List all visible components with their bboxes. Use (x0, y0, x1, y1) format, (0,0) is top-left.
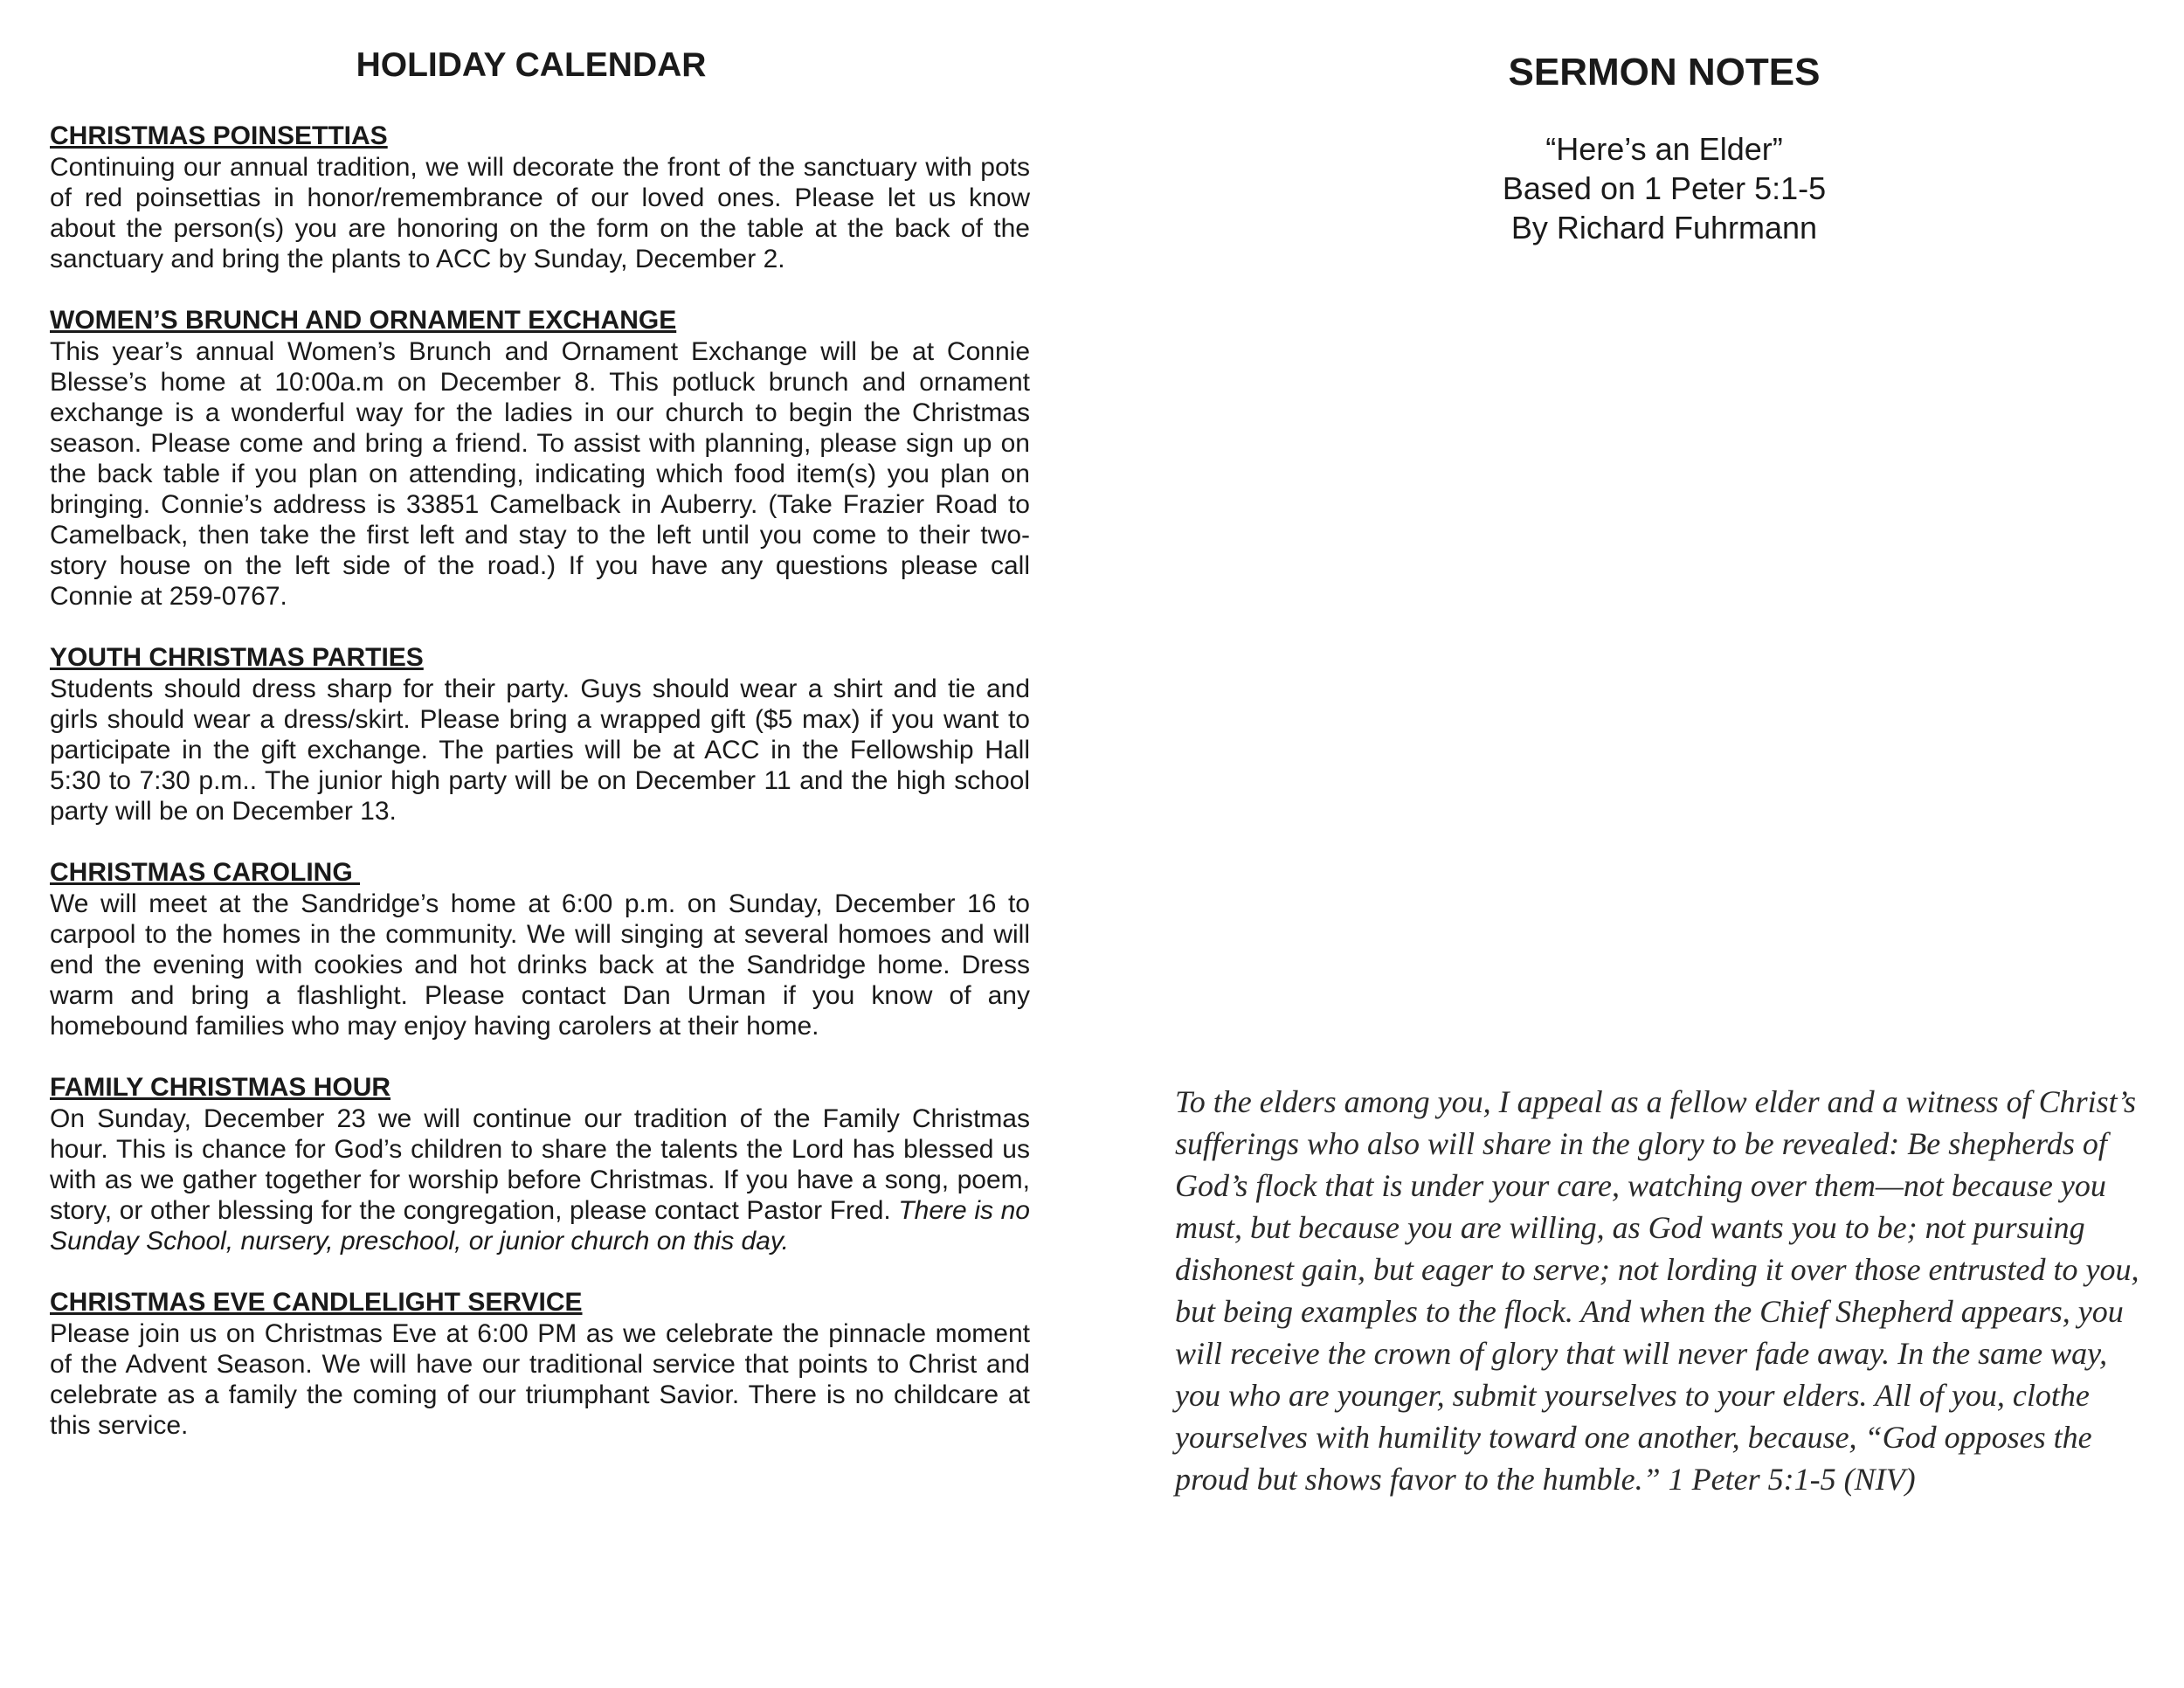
sermon-notes-title: SERMON NOTES (1508, 51, 1821, 93)
section-christmas-caroling (50, 857, 1030, 1041)
section-body: Please join us on Christmas Eve at 6:00 PM as we celebrate the pinnacle moment of the Advent Season. We will have our traditional service that points to Christ and celebrate as a family the coming of our triumphant Savior. There is no childcare at this service. (50, 1319, 1030, 1440)
section-heading: FAMILY CHRISTMAS HOUR (50, 1073, 391, 1102)
section-body: Students should dress sharp for their party. Guys should wear a shirt and tie and girls should wear a dress/skirt. Please bring a wrapped gift ($5 max) if you want to participate in the gift exchange. The parties will be at ACC in the Fellowship Hall 5:30 to 7:30 p.m.. The junior high party will be on December 11 and the high school party will be on December 13. (50, 675, 1030, 826)
section-youth-christmas-parties (50, 642, 1030, 827)
section-heading: YOUTH CHRISTMAS PARTIES (50, 643, 424, 672)
section-body: We will meet at the Sandridge’s home at 6:00 p.m. on Sunday, December 16 to carpool to the homes in the community. We will singing at several homoes and will end the evening with cookies and hot drinks back at the Sandridge home. Dress warm and bring a flashlight. Please contact Dan Urman if you know of any homebound families who may enjoy having carolers at their home. (50, 889, 1030, 1041)
section-christmas-poinsettias (50, 121, 1030, 274)
section-body-italic-note: There is no Sunday School, nursery, preschool, or junior church on this day. (50, 1196, 1030, 1256)
section-heading: CHRISTMAS CAROLING (50, 858, 360, 887)
section-christmas-eve-candlelight (50, 1287, 1030, 1441)
section-body: Continuing our annual tradition, we will decorate the front of the sanctuary with pots of red poinsettias in honor/remembrance of our loved ones. Please let us know about the person(s) you are honoring on the form on the table at the back of the sanctuary and bring the plants to ACC by Sunday, December 2. (50, 153, 1030, 273)
sermon-notes-column (1162, 45, 2167, 247)
section-body (50, 1103, 1030, 1256)
section-womens-brunch (50, 305, 1030, 612)
holiday-calendar-title: HOLIDAY CALENDAR (356, 46, 707, 84)
sermon-info (1162, 129, 2167, 247)
section-body: This year’s annual Women’s Brunch and Ornament Exchange will be at Connie Blesse’s home at 10:00a.m on December 8. This potluck brunch and ornament exchange is a wonderful way for the ladies in our church to begin the Christmas season. Please come and bring a friend. To assist with planning, please sign up on the back table if you plan on attending, indicating which food item(s) you plan on bringing. Connie’s address is 33851 Camelback in Auberry. (Take Frazier Road to Camelback, then take the first left and stay to the left until you come to their two-story house on the left side of the road.) If you have any questions please call Connie at 259-0767. (50, 337, 1030, 611)
sermon-author: By Richard Fuhrmann (1510, 210, 1818, 246)
sermon-title-quote: “Here’s an Elder” (1545, 131, 1783, 167)
section-heading: CHRISTMAS EVE CANDLELIGHT SERVICE (50, 1288, 583, 1317)
section-heading: WOMEN’S BRUNCH AND ORNAMENT EXCHANGE (50, 306, 677, 335)
section-body-text: On Sunday, December 23 we will continue our tradition of the Family Christmas hour. This is chance for God’s children to share the talents the Lord has blessed us with as we gather together for worship before Christmas. If you have a song, poem, story, or other blessing for the congregation, please contact Pastor Fred. (50, 1104, 1030, 1225)
sermon-based-on: Based on 1 Peter 5:1-5 (1502, 170, 1827, 206)
section-heading: CHRISTMAS POINSETTIAS (50, 121, 388, 150)
holiday-calendar-column (50, 45, 1030, 1471)
section-family-christmas-hour (50, 1072, 1030, 1256)
scripture-passage: To the elders among you, I appeal as a fellow elder and a witness of Christ’s sufferings who also will share in the glory to be revealed: Be shepherds of God’s flock that is under your care, watching over them—not because you must, but because you are willing, as God wants you to be; not pursuing dishonest gain, but eager to serve; not lording it over those entrusted to you, but being examples to the flock. And when the Chief Shepherd appears, you will receive the crown of glory that will never fade away. In the same way, you who are younger, submit yourselves to your elders. All of you, clothe yourselves with humility toward one another, because, “God opposes the proud but shows favor to the humble.” 1 Peter 5:1-5 (NIV) (1175, 1084, 2139, 1497)
